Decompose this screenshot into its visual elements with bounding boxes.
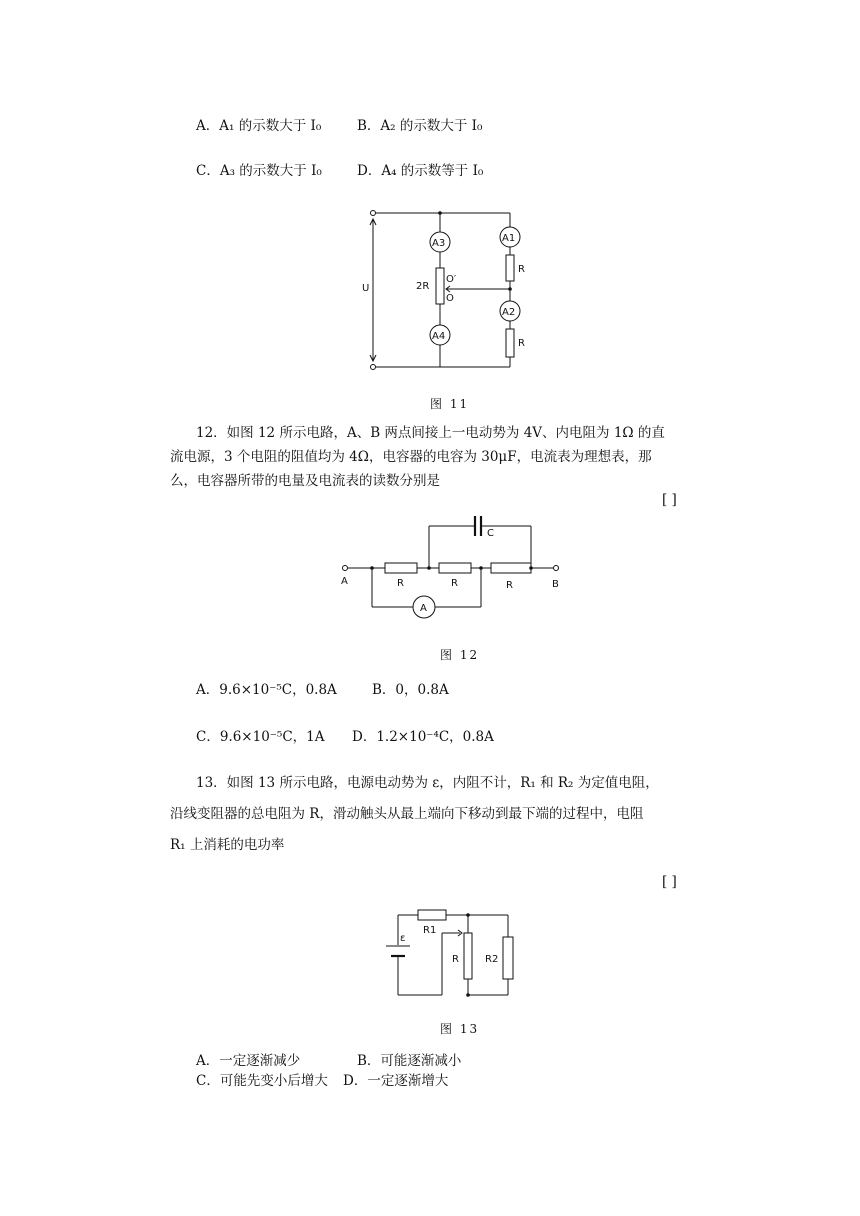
fig13-label-epsilon: ε bbox=[400, 933, 406, 944]
fig11-label-r-bottom: R bbox=[518, 338, 525, 349]
q12-line-2: 流电源，3 个电阻的阻值均为 4Ω，电容器的电容为 30μF，电流表为理想表，那 bbox=[170, 449, 652, 465]
figure-11-circuit bbox=[360, 205, 530, 375]
q13-line-1: 13．如图 13 所示电路，电源电动势为 ε，内阻不计，R₁ 和 R₂ 为定值电阻， bbox=[196, 775, 659, 791]
q12-line-3: 么，电容器所带的电量及电流表的读数分别是 bbox=[170, 473, 440, 489]
figure-12-caption: 图 12 bbox=[440, 648, 480, 662]
fig12-label-b-terminal: B bbox=[552, 579, 559, 590]
q13-option-c: C．可能先变小后增大 bbox=[196, 1073, 328, 1089]
fig11-label-a4: A4 bbox=[432, 331, 446, 342]
q11-option-a: A．A₁ 的示数大于 I₀ bbox=[196, 118, 322, 134]
fig13-label-r1: R1 bbox=[423, 925, 437, 936]
q13-option-a: A．一定逐渐减少 bbox=[196, 1053, 301, 1069]
q13-option-b: B．可能逐渐减小 bbox=[357, 1053, 462, 1069]
fig12-label-r1: R bbox=[397, 578, 404, 589]
fig12-label-a-terminal: A bbox=[341, 576, 348, 587]
q11-option-c: C．A₃ 的示数大于 I₀ bbox=[196, 163, 322, 179]
q11-option-b: B．A₂ 的示数大于 I₀ bbox=[357, 118, 483, 134]
fig12-label-r3: R bbox=[506, 580, 513, 591]
q12-option-a: A．9.6×10⁻⁵C，0.8A bbox=[196, 682, 337, 698]
fig11-label-u: U bbox=[362, 283, 370, 294]
fig11-label-a2: A2 bbox=[502, 307, 516, 318]
q13-line-2: 沿线变阻器的总电阻为 R，滑动触头从最上端向下移动到最下端的过程中，电阻 bbox=[170, 806, 644, 822]
fig12-label-r2: R bbox=[451, 578, 458, 589]
q13-option-d: D．一定逐渐增大 bbox=[343, 1073, 449, 1089]
figure-12-circuit bbox=[335, 512, 575, 627]
fig11-label-a1: A1 bbox=[502, 233, 516, 244]
q13-answer-bracket: [ ] bbox=[662, 874, 677, 890]
fig11-label-r-top: R bbox=[518, 264, 525, 275]
fig11-label-o-prime: O′ bbox=[446, 274, 457, 285]
q12-option-c: C．9.6×10⁻⁵C，1A bbox=[196, 729, 325, 745]
q12-option-d: D．1.2×10⁻⁴C，0.8A bbox=[352, 729, 494, 745]
figure-13-caption: 图 13 bbox=[440, 1022, 480, 1036]
q12-line-1: 12．如图 12 所示电路，A、B 两点间接上一电动势为 4V、内电阻为 1Ω 的直 bbox=[196, 425, 665, 441]
q12-answer-bracket: [ ] bbox=[662, 492, 677, 508]
fig11-label-2r: 2R bbox=[416, 281, 430, 292]
q12-option-b: B．0，0.8A bbox=[372, 682, 449, 698]
fig13-label-r: R bbox=[452, 954, 459, 965]
q13-line-3: R₁ 上消耗的电功率 bbox=[170, 837, 285, 853]
q11-option-d: D．A₄ 的示数等于 I₀ bbox=[357, 163, 484, 179]
fig11-label-o: O bbox=[446, 293, 454, 304]
figure-13-circuit bbox=[380, 905, 520, 1000]
fig13-label-r2: R2 bbox=[485, 954, 499, 965]
fig12-label-c: C bbox=[487, 528, 494, 539]
figure-11-caption: 图 11 bbox=[430, 397, 470, 411]
fig11-label-a3: A3 bbox=[432, 238, 446, 249]
fig12-label-ammeter: A bbox=[420, 603, 427, 614]
